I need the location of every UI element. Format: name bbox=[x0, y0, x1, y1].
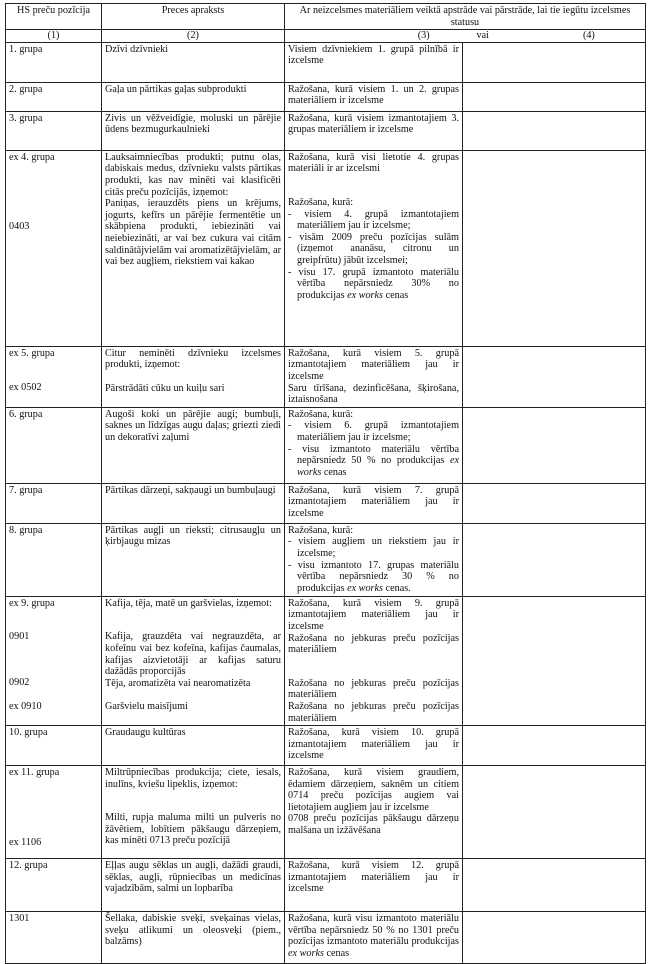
table-row bbox=[6, 82, 646, 111]
alt-rule bbox=[463, 523, 646, 596]
description: Eļļas augu sēklas un augļi, dažādi graudi, sēklas, augļi, rūpniecības un medicīnas vajadzībām, salmi un lopbarība bbox=[102, 859, 285, 912]
column-number-3-4 bbox=[285, 30, 646, 43]
description: Pārtikas augļi un rieksti; citrusaugļu un ķirbjaugu mizas bbox=[102, 523, 285, 596]
processing-rule: Ražošana, kurā visu izmantoto materiālu vērtība nepārsniedz 50 % no 1301 preču pozīcijas izmantoto materiālu produkcijas ex works cenas bbox=[285, 912, 463, 964]
hs-code: 8. grupa bbox=[6, 523, 102, 596]
description bbox=[102, 150, 285, 346]
table-row bbox=[6, 150, 646, 346]
rule-line: Ražošana no jebkuras preču pozīcijas materiāliem bbox=[288, 677, 459, 701]
processing-rule: Ražošana, kurā visiem 10. grupā izmantotajiem materiāliem jau ir izcelsme bbox=[285, 726, 463, 766]
hs-code-line: 0403 bbox=[9, 221, 30, 233]
rule-line: Ražošana, kurā visiem 9. grupā izmantotajiem materiāliem jau ir izcelsme bbox=[288, 597, 459, 632]
description: Augoši koki un pārējie augi; bumbuļi, saknes un līdzīgas augu daļas; griezti ziedi un dekoratīvi zaļumi bbox=[102, 407, 285, 483]
alt-rule bbox=[463, 82, 646, 111]
hs-code-line: ex 4. grupa bbox=[9, 151, 55, 163]
hs-code: 3. grupa bbox=[6, 111, 102, 150]
alt-rule bbox=[463, 726, 646, 766]
column-number-3: (3) bbox=[417, 30, 430, 42]
alt-rule bbox=[463, 111, 646, 150]
description: Zivis un vēžveidīgie, moluski un pārējie ūdens bezmugurkaulnieki bbox=[102, 111, 285, 150]
description-line: Lauksaimniecības produkti; putnu olas, dabiskais medus, dzīvnieku valsts pārtikas produkti, kas nav minēti vai klasificēti citās preču pozīcijās, izņemot: bbox=[105, 151, 281, 198]
description: Dzīvi dzīvnieki bbox=[102, 42, 285, 82]
hs-code: 10. grupa bbox=[6, 726, 102, 766]
description-line: Kafija, grauzdēta vai negrauzdēta, ar kofeīnu vai bez kofeīna, kafijas čaumalas, kafijas aizvietotāji ar kafijas saturu dažādās proporcijās bbox=[105, 631, 281, 678]
table-row bbox=[6, 859, 646, 912]
alt-rule bbox=[463, 596, 646, 725]
table-row bbox=[6, 596, 646, 725]
description bbox=[102, 346, 285, 407]
alt-rule bbox=[463, 346, 646, 407]
hs-code bbox=[6, 346, 102, 407]
hs-code bbox=[6, 150, 102, 346]
rule-intro: Ražošana, kurā: bbox=[288, 408, 354, 420]
description bbox=[102, 766, 285, 859]
description-line: Kafija, tēja, matē un garšvielas, izņemot: bbox=[105, 597, 272, 609]
table-row bbox=[6, 346, 646, 407]
description-line: Garšvielu maisījumi bbox=[105, 701, 188, 713]
hs-code-line: 0901 bbox=[9, 631, 30, 643]
rule-line: Ražošana, kurā visi lietotie 4. grupas materiāli ir ar izcelsmi bbox=[288, 151, 459, 175]
table-row bbox=[6, 407, 646, 483]
rule-list-item: - visiem augļiem un riekstiem jau ir izcelsme; bbox=[288, 536, 459, 559]
processing-rule: Ražošana, kurā visiem 1. un 2. grupas materiāliem ir izcelsme bbox=[285, 82, 463, 111]
alt-rule bbox=[463, 483, 646, 523]
alt-rule bbox=[463, 407, 646, 483]
description: Pārtikas dārzeņi, sakņaugi un bumbuļaugi bbox=[102, 483, 285, 523]
hs-code-line: ex 5. grupa bbox=[9, 347, 55, 359]
description: Šellaka, dabiskie sveķi, sveķainas vielas, sveķu atlikumi un oleosveķi (piem., balzāms) bbox=[102, 912, 285, 964]
rule-list-item: - visām 2009 preču pozīcijas sulām (izņemot ananāsu, citronu un greipfrūtu) jābūt izcelsmei; bbox=[288, 231, 459, 266]
hs-code: 6. grupa bbox=[6, 407, 102, 483]
hs-code: 2. grupa bbox=[6, 82, 102, 111]
rule-line: Ražošana, kurā visiem 5. grupā izmantotajiem materiāliem jau ir izcelsme bbox=[288, 347, 459, 382]
column-or-label: vai bbox=[476, 30, 489, 42]
column-number-1: (1) bbox=[6, 30, 102, 43]
alt-rule bbox=[463, 150, 646, 346]
rule-line: Ražošana, kurā visiem graudiem, ēdamiem dārzeņiem, saknēm un citiem 0714 preču pozīcijas augiem vai lietotajiem augļiem jau ir izcelsme bbox=[288, 767, 459, 813]
rule-list-item: - visu izmantoto 17. grupas materiālu vērtība nepārsniedz 30 % no produkcijas ex works cenas. bbox=[288, 559, 459, 594]
document-page bbox=[5, 3, 645, 964]
hs-code: 1301 bbox=[6, 912, 102, 964]
header-hs-code: HS preču pozīcija bbox=[6, 4, 102, 30]
hs-code bbox=[6, 596, 102, 725]
header-row bbox=[6, 4, 646, 30]
processing-rule: Ražošana, kurā visiem 7. grupā izmantotajiem materiāliem jau ir izcelsme bbox=[285, 483, 463, 523]
hs-code: 1. grupa bbox=[6, 42, 102, 82]
hs-code-line: ex 0502 bbox=[9, 382, 42, 394]
hs-code-line: ex 0910 bbox=[9, 700, 42, 712]
processing-rule bbox=[285, 766, 463, 859]
hs-code-line: ex 1106 bbox=[9, 836, 42, 848]
table-row bbox=[6, 912, 646, 964]
hs-code: 12. grupa bbox=[6, 859, 102, 912]
alt-rule bbox=[463, 859, 646, 912]
description-line: Milti, rupja maluma milti un pulveris no žāvētiem, lobītiem pākšaugu dārzeņiem, kas minēti 0713 preču pozīcijā bbox=[105, 812, 281, 847]
rule-list-item: - visiem 6. grupā izmantotajiem materiāliem jau ir izcelsme; bbox=[288, 420, 459, 443]
hs-code-line: 0902 bbox=[9, 676, 30, 688]
processing-rule: Ražošana, kurā visiem 12. grupā izmantotajiem materiāliem jau ir izcelsme bbox=[285, 859, 463, 912]
description-line: Citur neminēti dzīvnieku izcelsmes produkti, izņemot: bbox=[105, 347, 281, 371]
table-row bbox=[6, 766, 646, 859]
description: Gaļa un pārtikas gaļas subprodukti bbox=[102, 82, 285, 111]
hs-code-line: ex 11. grupa bbox=[9, 767, 60, 779]
table-row bbox=[6, 42, 646, 82]
rule-list bbox=[288, 420, 459, 478]
rule-line: 0708 preču pozīcijas pākšaugu dārzeņu malšana un izžāvēšana bbox=[288, 813, 459, 837]
rule-list bbox=[288, 209, 459, 302]
rules-table bbox=[5, 3, 646, 964]
processing-rule bbox=[285, 150, 463, 346]
alt-rule bbox=[463, 42, 646, 82]
table-row bbox=[6, 523, 646, 596]
rule-list-item: - visu 17. grupā izmantoto materiālu vērtība nepārsniedz 30% no produkcijas ex works cenas bbox=[288, 266, 459, 301]
description-line: Miltrūpniecības produkcija; ciete, iesals, inulīns, kviešu lipeklis, izņemot: bbox=[105, 767, 281, 790]
column-number-row bbox=[6, 30, 646, 43]
rule-line: Ražošana no jebkuras preču pozīcijas materiāliem bbox=[288, 632, 459, 656]
rule-intro: Ražošana, kurā: bbox=[288, 524, 354, 536]
table-row bbox=[6, 111, 646, 150]
processing-rule: Visiem dzīvniekiem 1. grupā pilnībā ir izcelsme bbox=[285, 42, 463, 82]
column-number-4: (4) bbox=[582, 30, 595, 42]
description-line: Paniņas, ierauzdēts piens un krējums, jogurts, kefīrs un pārējie fermentētie un skābpiena produkti, iebiezināti vai neiebiezināti, ar vai bez cukura vai citām saldinātājvielām vai aromatizētājvielām, ar vai bez augļiem, riekstiem vai kakao bbox=[105, 198, 281, 268]
rule-list-item: - visiem 4. grupā izmantotajiem materiāliem jau ir izcelsme; bbox=[288, 208, 459, 232]
rule-list bbox=[288, 536, 459, 594]
rule-line: Saru tīrīšana, dezinficēšana, šķirošana, iztaisnošana bbox=[288, 382, 459, 406]
description-line: Tēja, aromatizēta vai nearomatizēta bbox=[105, 677, 251, 689]
description-line: Pārstrādāti cūku un kuiļu sari bbox=[105, 382, 225, 394]
table-row bbox=[6, 483, 646, 523]
processing-rule bbox=[285, 346, 463, 407]
column-number-2: (2) bbox=[102, 30, 285, 43]
rule-intro: Ražošana, kurā: bbox=[288, 196, 354, 208]
processing-rule: Ražošana, kurā visiem izmantotajiem 3. grupas materiāliem ir izcelsme bbox=[285, 111, 463, 150]
processing-rule bbox=[285, 596, 463, 725]
rule-line: Ražošana no jebkuras preču pozīcijas materiāliem bbox=[288, 700, 459, 724]
rule-list-item: - visu izmantoto materiālu vērtība nepārsniedz 50 % no produkcijas ex works cenas bbox=[288, 443, 459, 478]
header-processing: Ar neizcelsmes materiāliem veiktā apstrāde vai pārstrāde, lai tie iegūtu izcelsmes statusu bbox=[285, 4, 646, 30]
processing-rule bbox=[285, 523, 463, 596]
description: Graudaugu kultūras bbox=[102, 726, 285, 766]
processing-rule bbox=[285, 407, 463, 483]
hs-code: 7. grupa bbox=[6, 483, 102, 523]
alt-rule bbox=[463, 912, 646, 964]
table-row bbox=[6, 726, 646, 766]
description bbox=[102, 596, 285, 725]
alt-rule bbox=[463, 766, 646, 859]
hs-code bbox=[6, 766, 102, 859]
header-description: Preces apraksts bbox=[102, 4, 285, 30]
hs-code-line: ex 9. grupa bbox=[9, 597, 55, 609]
